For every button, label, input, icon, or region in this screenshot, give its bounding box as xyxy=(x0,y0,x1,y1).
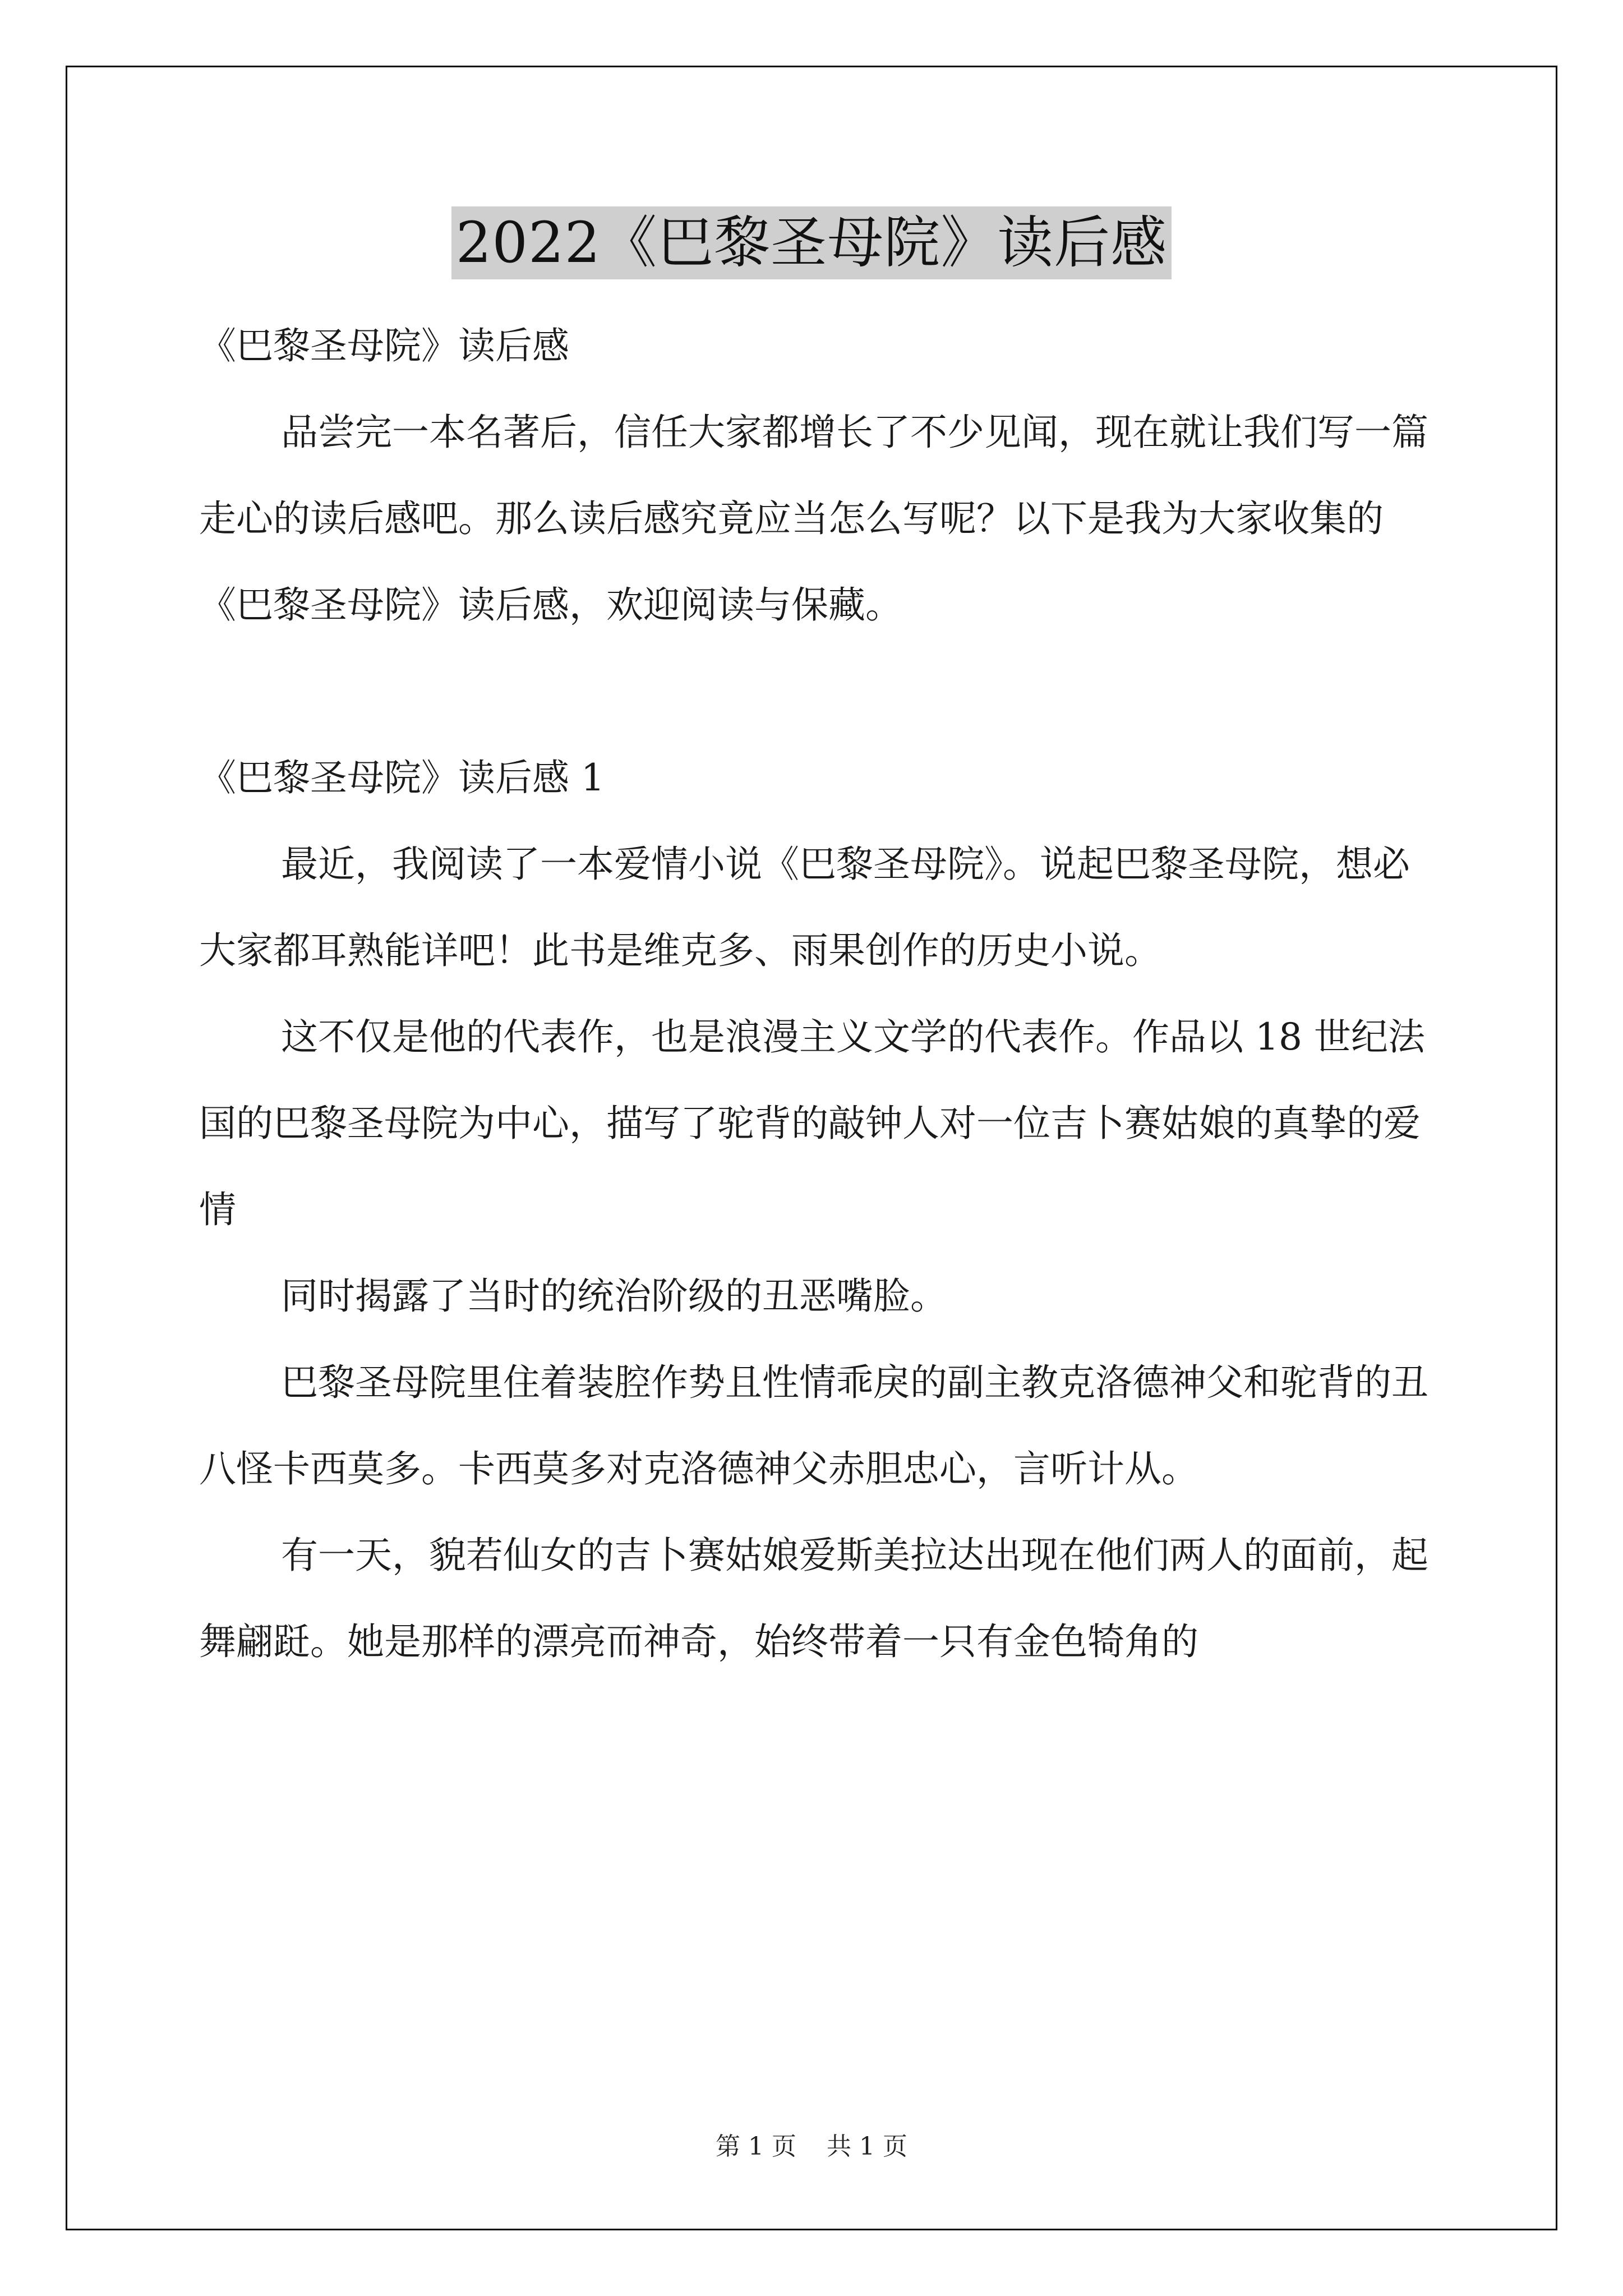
section-heading-1: 《巴黎圣母院》读后感 1 xyxy=(199,756,605,799)
body-paragraph: 同时揭露了当时的统治阶级的丑恶嘴脸。 xyxy=(281,1274,947,1318)
body-paragraph: 巴黎圣母院里住着装腔作势且性情乖戾的副主教克洛德神父和驼背的丑八怪卡西莫多。卡西莫多对克洛德神父赤胆忠心，言听计从。 xyxy=(199,1361,1428,1490)
page-number: 第 1 页 xyxy=(716,2132,796,2161)
body-paragraph: 最近，我阅读了一本爱情小说《巴黎圣母院》。说起巴黎圣母院，想必大家都耳熟能详吧！此书是维克多、雨果创作的历史小说。 xyxy=(199,843,1410,972)
body-paragraph: 有一天，貌若仙女的吉卜赛姑娘爱斯美拉达出现在他们两人的面前，起舞翩跹。她是那样的漂亮而神奇，始终带着一只有金色犄角的 xyxy=(199,1534,1428,1663)
title-container xyxy=(0,206,1623,279)
section-heading: 《巴黎圣母院》读后感 xyxy=(199,324,569,367)
document-body xyxy=(199,303,1433,1685)
body-paragraph: 这不仅是他的代表作，也是浪漫主义文学的代表作。作品以 18 世纪法国的巴黎圣母院为中心，描写了驼背的敲钟人对一位吉卜赛姑娘的真挚的爱情 xyxy=(199,1015,1425,1231)
document-title: 2022《巴黎圣母院》读后感 xyxy=(451,206,1172,279)
page-total: 共 1 页 xyxy=(827,2132,907,2161)
page-footer xyxy=(0,2126,1623,2162)
intro-paragraph: 品尝完一本名著后，信任大家都增长了不少见闻，现在就让我们写一篇走心的读后感吧。那么读后感究竟应当怎么写呢？以下是我为大家收集的《巴黎圣母院》读后感，欢迎阅读与保藏。 xyxy=(199,411,1428,627)
